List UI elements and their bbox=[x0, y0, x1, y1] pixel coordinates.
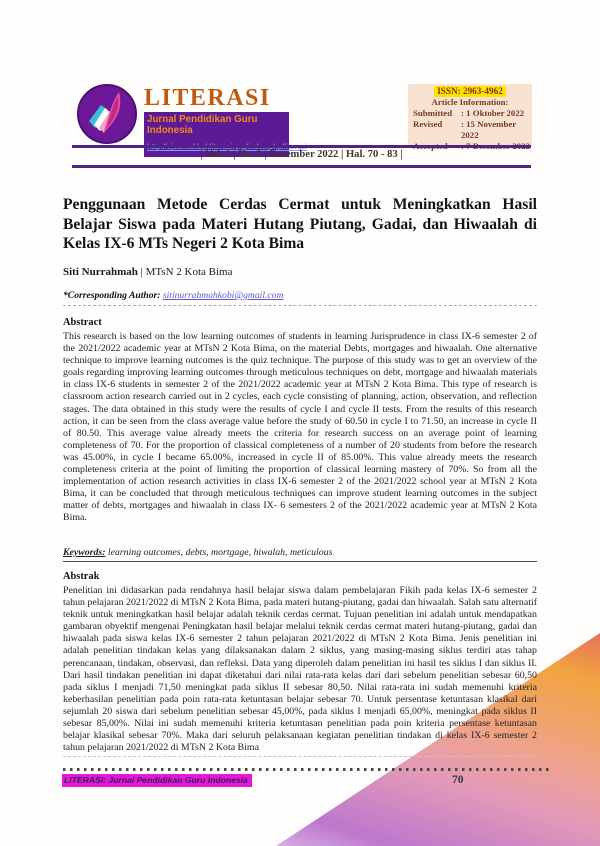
issn-badge: ISSN: 2963-4962 bbox=[434, 86, 506, 97]
article-title: Penggunaan Metode Cerdas Cermat untuk Meningkatkan Hasil Belajar Siswa pada Materi Hutang Piutang, Gadai, dan Hiwaalah di Kelas IX-6 MTs Negeri 2 Kota Bima bbox=[63, 196, 537, 252]
revised-label: Revised bbox=[413, 119, 443, 129]
footer-dotted-divider bbox=[63, 768, 553, 771]
abstract-heading: Abstract bbox=[63, 317, 102, 328]
keywords-line bbox=[63, 547, 537, 562]
footer-journal-line: LITERASI: Jurnal Pendidikan Guru Indonesia bbox=[62, 774, 252, 787]
corresponding-author-label: *Corresponding Author: bbox=[63, 290, 163, 301]
page-number: 70 bbox=[452, 774, 464, 786]
header-rule-bottom bbox=[72, 165, 531, 168]
submitted-label: Submitted bbox=[413, 108, 453, 118]
abstrak-heading: Abstrak bbox=[63, 571, 100, 582]
author-name: Siti Nurrahmah bbox=[63, 266, 138, 278]
revised-row bbox=[408, 119, 532, 141]
byline bbox=[63, 266, 537, 278]
revised-value: : 15 November 2022 bbox=[461, 119, 517, 140]
issue-line: | Vol. 1 | No. 2 | Desember 2022 | Hal. 70 - 83 | bbox=[200, 149, 403, 160]
submitted-row bbox=[408, 108, 532, 119]
keywords-text: learning outcomes, debts, mortgage, hiwalah, meticulous bbox=[105, 547, 333, 558]
journal-subtitle: Jurnal Pendidikan Guru Indonesia bbox=[147, 114, 258, 136]
journal-name: LITERASI bbox=[144, 85, 271, 111]
submitted-value: : 1 Oktober 2022 bbox=[461, 108, 525, 118]
abstrak-paragraph: Penelitian ini didasarkan pada rendahnya hasil belajar siswa dalam pembelajaran Fikih pada kelas IX-6 semester 2 tahun pelajaran 2021/2022 di MTsN 2 Kota Bima, pada materi hutang-piutang, gadai dan hiwaalah. Salah satu alternatif teknik untuk meningkatkan hasil belajar adalah teknik cerdas cermat. Tujuan penelitian ini adalah untuk mendapatkan gambaran obyektif mengenai Peningkatan hasil belajar melalui teknik cerdas cermat materi hutang-piutang, gadai dan hiwaalah pada siswa kelas IX-6 semester 2 tahun pelajaran 2021/2022 di MTsN 2 Kota Bima. Jenis penelitian ini adalah penelitian tindakan kelas yang dilaksanakan dalam 2 siklus, yang masing-masing siklus terdiri atas tahap perencanaan, tindakan, observasi, dan refleksi. Data yang diperoleh dalam penelitian ini hasil tes siklus I dan siklus II. Dari hasil tindakan penelitian ini dapat diketahui dari nilai rata-rata kelas dari dari sebelum penelitian sebesar 60,50 pada siklus I menjadi 71,50 meningkat pada siklus II sebesar 80,50. Nilai rata-rata ini sudah memenuhi kriteria keberhasilan penelitian pada poin rata-rata ketuntasan belajar sebesar 70. Untuk persentase ketuntasan klasikal dari sejumlah 20 siswa dari sebelum penelitian sebesar 45,00%, pada siklus I menjadi 65,00%, meningkat pada siklus II sebesar 85,00%. Nilai ini sudah memenuhi kriteria ketuntasan penelitian pada poin kriteria persentase ketuntasan belajar klasikal sebesar 70%. Maka dari seluruh pelaksanaan kegiatan penelitian tindakan di kelas IX-6 semester 2 tahun pelajaran 2021/2022 di MTsN 2 Kota Bima bbox=[63, 585, 537, 757]
article-information-heading: Article Information: bbox=[431, 97, 509, 107]
corresponding-author-email-link[interactable]: sitinurrahmahkobi@gmail.com bbox=[162, 290, 284, 301]
author-affiliation: | MTsN 2 Kota Bima bbox=[137, 266, 233, 278]
abstract-paragraph: This research is based on the low learning outcomes of students in learning Jurisprudence in class IX-6 semester 2 of the 2021/2022 academic year at MTsN 2 Kota Bima, on the material Debts, mortgages and hiwaalah. One alternative technique to improve learning outcomes is the quiz technique. The purpose of this study was to get an overview of the goals regarding improving learning outcomes through meticulous techniques on debt, mortgage and hiwaalah materials in class IX-6 students in semester 2 of the 2021/2022 academic year at MTsN 2 Kota Bima. This type of research is classroom action research carried out in 2 cycles, each cycle consisting of planning, action, observation, and reflection stages. The data obtained in this study were the results of cycle I and cycle II tests. From the results of this research action, it can be seen from the class average value before the study of 60.50 in cycle I to 71.50, an increase in cycle II of 80.50. This average value already meets the criteria for research success on an average point of learning completeness of 70. For the proportion of classical completeness of a number of 20 students from before the research was 45.00%, in cycle I became 65.00%, increased in cycle II of 85.00%. This value already meets the research completeness criteria at the point of limiting the proportion of classical learning mastery of 70%. So from all the implementation of action research activities in class IX-6 semester 2 of the 2021/2022 school year at MTsN 2 Kota Bima, it can be concluded that through meticulous techniques can improve student learning outcomes in the subject matter of debts, mortgages and hiwaalah in class IX- 6 semesters 2 of the 2021/2022 academic year at MTsN 2 Kota Bima. bbox=[63, 331, 537, 524]
header-rule-top bbox=[72, 145, 531, 148]
literasi-logo-icon bbox=[77, 84, 137, 144]
article-information-box bbox=[408, 84, 532, 146]
corresponding-author-line bbox=[63, 290, 537, 306]
keywords-label: Keywords: bbox=[63, 547, 106, 558]
